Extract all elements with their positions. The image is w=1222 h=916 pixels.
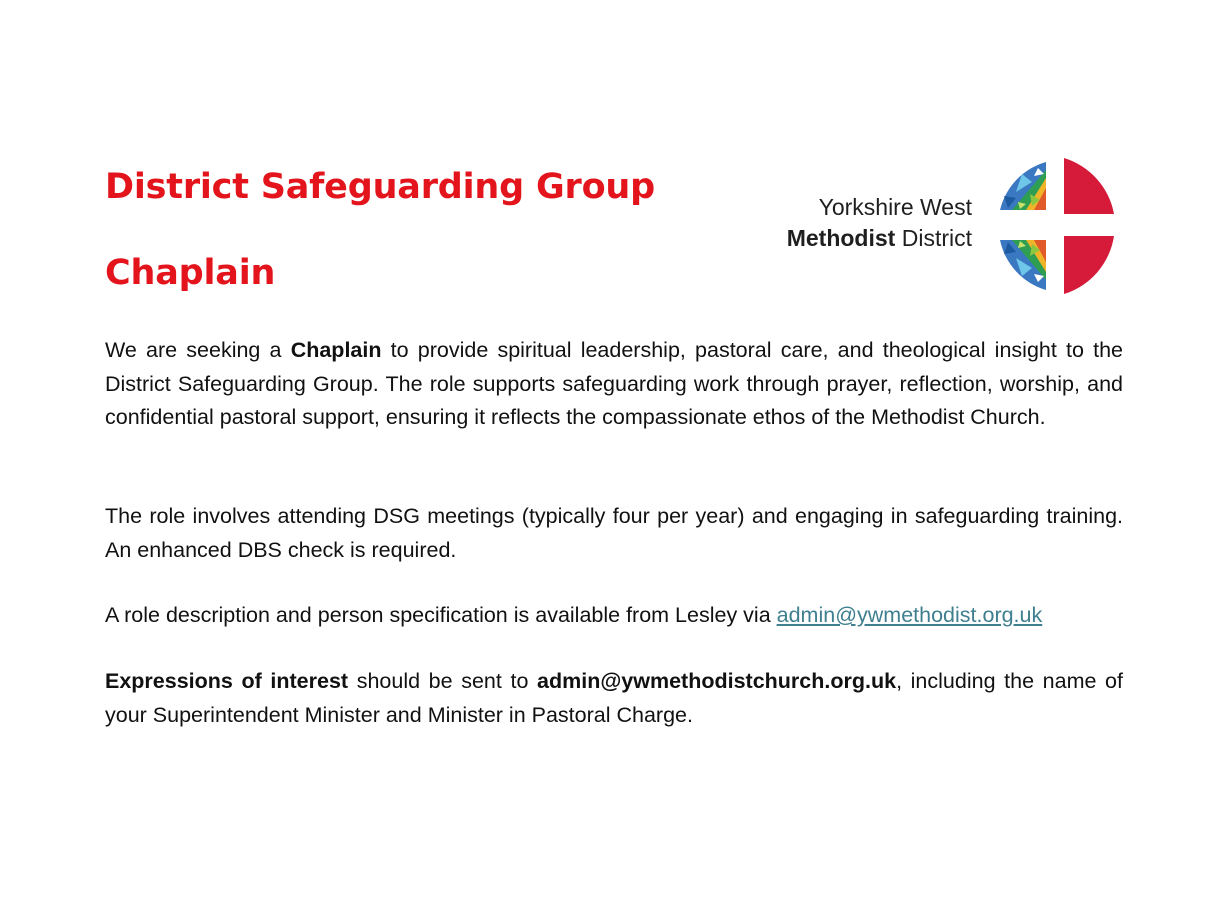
description-text: A role description and person specification is available from Lesley via (105, 603, 777, 627)
logo-text-bold: Methodist (786, 225, 896, 251)
intro-suffix: to provide spiritual leadership, pastoral care, and theological insight to the District Safeguarding Group. The role supports safeguarding work through prayer, reflection, worship, and confidential pastoral support, ensuring it reflects the compassionate ethos of the Methodist Church. (105, 338, 1123, 429)
paragraph-description (105, 599, 1123, 633)
paragraph-role: The role involves attending DSG meetings (typically four per year) and engaging in safeguarding training. An enhanced DBS check is required. (105, 504, 1123, 562)
logo-text-line-2 (787, 223, 972, 253)
heading-line-1: District Safeguarding Group (105, 167, 655, 207)
paragraph-expressions (105, 665, 1123, 732)
expressions-email: admin@ywmethodistchurch.org.uk (537, 669, 897, 693)
intro-bold-chaplain: Chaplain (290, 338, 382, 362)
expressions-text-2: , including the name of your Superintendent Minister and Minister in Pastoral Charge. (105, 669, 1123, 727)
heading-line-2: Chaplain (105, 253, 276, 293)
expressions-bold: Expressions of interest (105, 669, 349, 693)
methodist-cross-icon (982, 152, 1128, 300)
logo-text-line-1: Yorkshire West (818, 194, 972, 220)
paragraph-intro (105, 334, 1123, 435)
expressions-text-1: should be sent to (348, 669, 538, 693)
logo-text-rest: District (895, 225, 972, 251)
admin-email-link[interactable]: admin@ywmethodist.org.uk (776, 603, 1043, 627)
intro-prefix: We are seeking a (105, 338, 291, 362)
district-logo (760, 152, 1130, 300)
